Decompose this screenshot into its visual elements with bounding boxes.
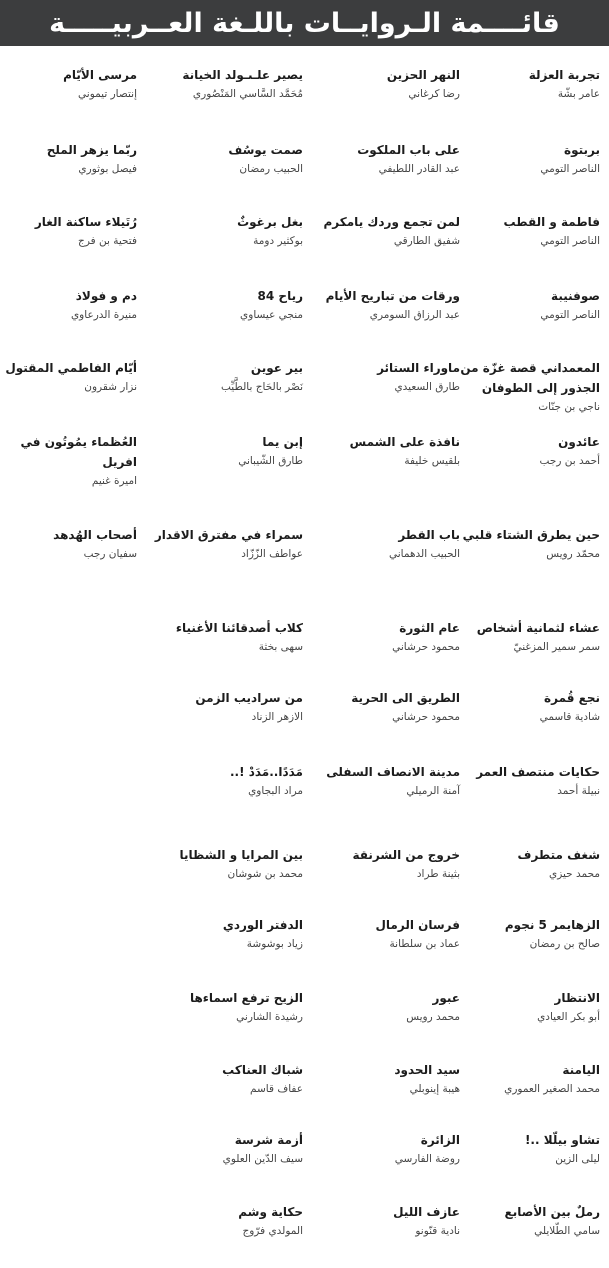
novel-entry: [450, 762, 600, 799]
novel-title: شغف متطرف: [517, 848, 600, 862]
novel-author: محمود حرشاني: [392, 711, 460, 723]
novel-author: منجي عيساوي: [240, 309, 303, 321]
novel-entry: [0, 140, 137, 177]
novel-entry: [153, 688, 303, 725]
novel-title: عام الثورة: [399, 621, 460, 635]
novel-entry: [153, 358, 303, 395]
novel-title: صوفنيبة: [551, 289, 600, 303]
novel-entry: [153, 1060, 303, 1097]
novel-entry: [450, 1202, 600, 1239]
novel-entry: [153, 65, 303, 102]
novel-entry: [450, 212, 600, 249]
novel-entry: [153, 286, 303, 323]
novel-author: اميرة غنيم: [91, 475, 137, 487]
novel-title: لمن تجمع وردك يامكرم: [323, 215, 460, 229]
novel-author: بلقيس خليفة: [404, 455, 460, 467]
novel-title: ربّما يزهر الملح: [46, 143, 137, 157]
novel-title: الزائرة: [420, 1133, 460, 1147]
novel-entry: [450, 140, 600, 177]
novel-title: ماوراء الستائر: [377, 361, 460, 375]
novel-entry: [310, 1060, 460, 1097]
novel-author: محمد الصغير العموري: [504, 1083, 600, 1095]
novel-author: فتحية بن فرج: [78, 235, 137, 247]
novel-title: سيد الحدود: [394, 1063, 460, 1077]
novel-author: طارق السعيدي: [394, 381, 460, 393]
novel-title: بغل برغوثٌ: [237, 215, 303, 229]
novel-entry: [450, 432, 600, 469]
novel-author: نزار شقرون: [84, 381, 137, 393]
novel-author: هيبة إينوبلي: [409, 1083, 460, 1095]
novel-entry: [0, 212, 137, 249]
novel-title: رُتَيلاء ساكنة الغار: [34, 215, 137, 229]
novel-author: آمنة الرميلي: [406, 785, 460, 797]
novel-title: ورقات من تباريح الأيام: [325, 289, 460, 303]
novel-title: على باب الملكوت: [357, 143, 460, 157]
novel-title: عشاء لثمانية أشخاص: [476, 621, 600, 635]
novel-author: الحبيب الدهماني: [389, 548, 460, 560]
novel-author: رضا كرغاني: [408, 88, 460, 100]
novel-author: الحبيب رمضان: [239, 163, 303, 175]
novel-author: محمّد رويس: [546, 548, 600, 560]
novel-author: فيصل بوثوري: [78, 163, 137, 175]
novel-title: رياح 84: [257, 289, 303, 303]
novel-author: المولدي فرّوج: [242, 1225, 303, 1237]
novel-author: روضة الفارسي: [394, 1153, 460, 1165]
novel-title: أيّام الفاطمي المقتول: [5, 361, 137, 375]
novel-title: حكاية وشم: [238, 1205, 303, 1219]
novel-author: نادية قنّونو: [415, 1225, 460, 1237]
novel-title: يصير علـىـولد الخيانة: [182, 68, 303, 82]
novel-entry: [450, 525, 600, 562]
novel-author: مراد البجاوي: [248, 785, 303, 797]
novel-author: الناصر التومي: [540, 235, 600, 247]
novel-entry: [153, 525, 303, 562]
novel-title: نجع قُمرة: [544, 691, 600, 705]
novel-author: سفيان رجب: [83, 548, 137, 560]
novel-entry: [450, 1060, 600, 1097]
novel-author: محمود حرشاني: [392, 641, 460, 653]
novel-author: نَصْر بالحَاج بالطَّيِّب: [221, 381, 303, 393]
novel-title: تجربة العزلة: [528, 68, 600, 82]
novel-author: أحمد بن رجب: [539, 455, 600, 467]
novel-title: بربتوة: [564, 143, 600, 157]
novel-author: شادية قاسمي: [539, 711, 600, 723]
novel-entry: [153, 212, 303, 249]
novel-author: سامي الطّلايلي: [534, 1225, 600, 1237]
novel-title: العُظماء يمُوتُون في افريل: [20, 435, 137, 469]
novel-title: حكايات منتصف العمر: [476, 765, 600, 779]
novel-title: الطريق الى الحرية: [351, 691, 460, 705]
novel-entry: [450, 286, 600, 323]
novel-entry: [153, 988, 303, 1025]
novel-author: بوكثير دومة: [253, 235, 303, 247]
novel-author: ليلى الزين: [555, 1153, 600, 1165]
novel-entry: [310, 762, 460, 799]
novel-entry: [310, 65, 460, 102]
novel-title: من سراديب الزمن: [195, 691, 303, 705]
novel-author: زياد بوشوشة: [246, 938, 303, 950]
novel-title: دم و فولاذ: [75, 289, 137, 303]
novel-author: سهى بخثة: [258, 641, 303, 653]
novel-entry: [310, 1202, 460, 1239]
novel-entry: [310, 1130, 460, 1167]
novel-entry: [0, 525, 137, 562]
novel-title: إبن يما: [262, 435, 303, 449]
novel-author: عفاف قاسم: [249, 1083, 303, 1095]
novel-title: أزمة شرسة: [234, 1133, 303, 1147]
novel-author: مُحَمَّد السَّاسي المَنْصُوري: [192, 88, 303, 100]
novel-title: عازف الليل: [393, 1205, 460, 1219]
novel-entry: [153, 1202, 303, 1239]
novel-entry: [450, 618, 600, 655]
novel-entry: [0, 65, 137, 102]
novel-entry: [310, 988, 460, 1025]
novel-title: عبور: [432, 991, 460, 1005]
novel-entry: [310, 432, 460, 469]
novel-title: أصحاب الهُدهد: [53, 528, 137, 542]
novel-entry: [310, 845, 460, 882]
novel-entry: [310, 358, 460, 395]
novel-title: المعمداني قصة غزّة من الجذور إلى الطوفان: [460, 361, 600, 395]
novel-entry: [450, 688, 600, 725]
novel-author: عامر بشّة: [557, 88, 600, 100]
novel-entry: [310, 525, 460, 562]
novel-author: عبد الرزاق السومري: [369, 309, 460, 321]
novel-author: نبيلة أحمد: [557, 785, 600, 797]
novel-entry: [310, 915, 460, 952]
novel-entry: [450, 988, 600, 1025]
novel-author: الناصر التومي: [540, 309, 600, 321]
novel-title: النهر الحزين: [386, 68, 460, 82]
novel-entry: [153, 762, 303, 799]
novel-title: نافذة على الشمس: [349, 435, 460, 449]
novel-author: صالح بن رمضان: [529, 938, 600, 950]
novel-entry: [450, 915, 600, 952]
novel-title: عائدون: [558, 435, 600, 449]
novel-author: الازهر الزناد: [251, 711, 303, 723]
novel-author: ناجي بن جنّات: [538, 401, 600, 413]
novel-author: أبو بكر العيادي: [537, 1011, 600, 1023]
novel-title: كلاب أصدقائنا الأغنياء: [175, 621, 303, 635]
novel-entry: [450, 65, 600, 102]
novel-author: عواطف الزّزّاد: [241, 548, 303, 560]
novel-entry: [153, 915, 303, 952]
novel-title: بير عوين: [250, 361, 303, 375]
novel-title: شباك العناكب: [222, 1063, 303, 1077]
novel-entry: [153, 618, 303, 655]
novel-author: الناصر التومي: [540, 163, 600, 175]
novel-author: منيرة الدرعاوي: [70, 309, 137, 321]
novel-title: تشاو بيلّلا ..!: [524, 1133, 600, 1147]
novel-author: سمر سمير المزغنيّ: [513, 641, 600, 653]
novel-title: مدينة الانصاف السفلى: [326, 765, 460, 779]
novel-title: الزهايمر 5 نجوم: [504, 918, 600, 932]
novel-entry: [153, 432, 303, 469]
novel-title: خروج من الشرنقة: [352, 848, 460, 862]
novel-entry: [310, 688, 460, 725]
novel-title: بين المرايا و الشظايا: [179, 848, 303, 862]
novel-author: عماد بن سلطانة: [389, 938, 460, 950]
novel-title: حين يطرق الشتاء قلبي: [462, 528, 600, 542]
novel-title: فاطمة و القطب: [503, 215, 600, 229]
novel-title: مرسى الأيّام: [63, 68, 137, 82]
novel-entry: [310, 140, 460, 177]
novel-author: بثينة طراد: [416, 868, 460, 880]
page-title: قائــــمة الـروايــات باللـغة العــربيـــــة: [0, 0, 609, 46]
novel-title: الدفتر الوردي: [222, 918, 303, 932]
novel-entry: [450, 1130, 600, 1167]
novel-title: الزيح ترفع اسماءها: [189, 991, 303, 1005]
novel-author: شفيق الطارقي: [393, 235, 460, 247]
novel-entry: [450, 358, 600, 415]
novel-entry: [0, 358, 137, 395]
novel-entry: [310, 618, 460, 655]
novel-author: إنتصار تيموني: [78, 88, 137, 100]
novel-title: رملٌ بين الأصابع: [504, 1205, 600, 1219]
novel-entry: [153, 140, 303, 177]
novel-title: صمت يوسُف: [228, 143, 303, 157]
novel-author: عبد القادر اللطيفي: [378, 163, 460, 175]
novel-author: محمد حيزي: [549, 868, 600, 880]
novel-entry: [153, 1130, 303, 1167]
novel-title: اليامنة: [562, 1063, 600, 1077]
novel-entry: [0, 432, 137, 489]
novel-author: طارق الشّيباني: [238, 455, 303, 467]
novel-title: مَدَدًا..مَدَدْ !..: [229, 765, 303, 779]
novel-title: سمراء في مفترق الاقدار: [154, 528, 303, 542]
novel-title: باب القطر: [398, 528, 460, 542]
novel-title: الانتظار: [554, 991, 600, 1005]
novel-entry: [450, 845, 600, 882]
novel-entry: [153, 845, 303, 882]
novel-entry: [310, 286, 460, 323]
novel-author: رشيدة الشارني: [236, 1011, 303, 1023]
novel-author: محمد بن شوشان: [227, 868, 303, 880]
novel-title: فرسان الرمال: [375, 918, 460, 932]
novel-entry: [310, 212, 460, 249]
novel-entry: [0, 286, 137, 323]
novel-author: سيف الدّين العلوي: [222, 1153, 303, 1165]
novel-author: محمد رويس: [406, 1011, 460, 1023]
